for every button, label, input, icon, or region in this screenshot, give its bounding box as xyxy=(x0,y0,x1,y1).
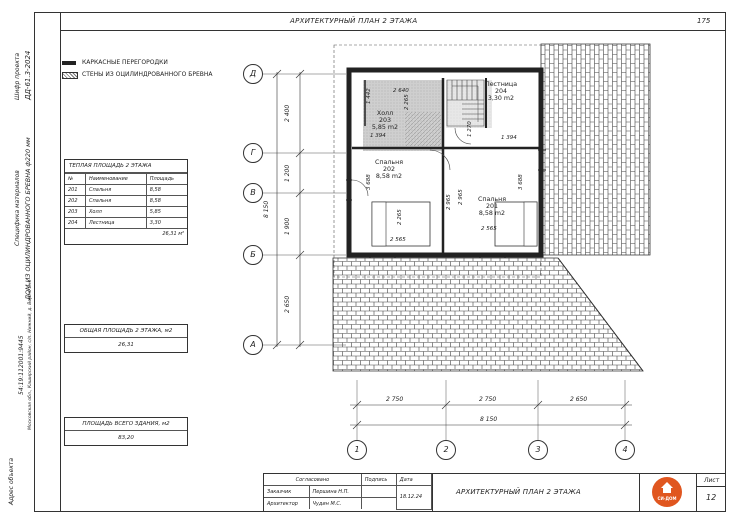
date-label: Дата xyxy=(396,474,431,486)
table-total: 26,31 м² xyxy=(162,231,184,237)
address-code: 54:19:112001:9445 xyxy=(18,335,25,395)
dim-inner: 2 965 xyxy=(446,194,452,210)
axis-row-b: Б xyxy=(243,245,263,265)
table-cell: 201 xyxy=(65,185,86,196)
axis-col-4: 4 xyxy=(615,440,635,460)
project-name: ДОМ ИЗ ОЦИЛИНДРОВАННОГО БРЕВНА ф220 мм xyxy=(24,137,32,300)
total-floor-title: ОБЩАЯ ПЛОЩАДЬ 2 ЭТАЖА, м2 xyxy=(65,325,187,338)
room-area: 8,58 m2 xyxy=(478,210,506,217)
address-label: Адрес объекта xyxy=(8,457,15,505)
dim-bottom-1: 2 750 xyxy=(386,396,404,403)
logo-text: СИ-ДОМ xyxy=(657,496,677,501)
axis-row-d: Д xyxy=(243,64,263,84)
project-code: ДД-61.3-2024 xyxy=(24,50,32,100)
room-area: 3,30 m2 xyxy=(487,95,515,102)
dim-bottom-3: 2 650 xyxy=(570,396,588,403)
dim-bottom-2: 2 750 xyxy=(479,396,497,403)
dim-inner: 3 688 xyxy=(518,174,524,190)
table-cell: 3,30 xyxy=(146,218,187,229)
customer-label: Специфика материалов xyxy=(14,170,21,246)
room-number: 201 xyxy=(485,203,499,210)
table-cell: Спальня xyxy=(86,196,147,207)
table-cell: 8,58 xyxy=(146,196,187,207)
dim-inner: 3 688 xyxy=(366,174,372,190)
room-number: 202 xyxy=(382,166,396,173)
dim-left-2: 1 200 xyxy=(284,164,291,182)
dim-inner: 2 265 xyxy=(404,94,410,110)
room-name: Спальня xyxy=(374,159,403,166)
dim-left-3: 1 900 xyxy=(284,217,291,235)
customer-role: Заказчик xyxy=(264,486,309,498)
axis-col-2: 2 xyxy=(436,440,456,460)
roof-slope-bottom xyxy=(333,258,643,371)
room-201-bedroom xyxy=(462,196,522,217)
stamp-date: 18.12.24 xyxy=(396,486,431,510)
area-table-title: ТЕПЛАЯ ПЛОЩАДЬ 2 ЭТАЖА xyxy=(65,160,187,173)
axis-col-3: 3 xyxy=(528,440,548,460)
dim-bottom-total: 8 150 xyxy=(480,416,498,423)
sign-label: Подпись xyxy=(361,474,396,486)
table-header: Наименование xyxy=(86,174,147,185)
room-area: 8,58 m2 xyxy=(375,173,403,180)
room-name: Спальня xyxy=(477,196,506,203)
dim-left-total: 8 150 xyxy=(263,200,270,218)
table-header: № xyxy=(65,174,86,185)
dim-left-4: 2 650 xyxy=(284,295,291,313)
roof-slope-right xyxy=(541,44,650,255)
table-cell: 204 xyxy=(65,218,86,229)
room-202-bedroom xyxy=(358,159,420,180)
architect-name: Чудин М.С. xyxy=(309,498,361,510)
dim-inner: 2 565 xyxy=(390,237,406,243)
dim-inner: 1 442 xyxy=(366,88,372,104)
total-floor-value: 26,31 xyxy=(118,342,134,348)
axis-row-a: А xyxy=(243,335,263,355)
room-name: Холл xyxy=(376,110,394,117)
legend-label-partition: КАРКАСНЫЕ ПЕРЕГОРОДКИ xyxy=(82,59,168,66)
dim-inner: 1 394 xyxy=(501,135,517,141)
dim-inner: 2 565 xyxy=(481,226,497,232)
table-cell: 203 xyxy=(65,207,86,218)
company-logo xyxy=(652,477,682,507)
agreed-label: Согласовано xyxy=(264,474,361,486)
room-number: 204 xyxy=(494,88,508,95)
axis-row-v: В xyxy=(243,183,263,203)
room-204-staircase xyxy=(476,81,526,102)
table-cell: Спальня xyxy=(86,185,147,196)
room-number: 203 xyxy=(378,117,392,124)
page-title: АРХИТЕКТУРНЫЙ ПЛАН 2 ЭТАЖА xyxy=(290,17,418,25)
title-block xyxy=(263,473,726,512)
table-cell: Лестница xyxy=(86,218,147,229)
customer-name: Першина Н.П. xyxy=(309,486,361,498)
table-cell: 8,58 xyxy=(146,185,187,196)
page-number: 175 xyxy=(697,17,711,25)
room-203-hall xyxy=(360,110,410,131)
dim-left-1: 2 400 xyxy=(284,104,291,122)
total-building-title: ПЛОЩАДЬ ВСЕГО ЗДАНИЯ, м2 xyxy=(65,418,187,431)
dim-inner: 2 640 xyxy=(393,88,409,94)
sheet-label: Лист xyxy=(704,477,720,484)
legend-label-log-wall: СТЕНЫ ИЗ ОЦИЛИНДРОВАННОГО БРЕВНА xyxy=(82,71,213,78)
project-code-label: Шифр проекта xyxy=(14,52,21,100)
dim-inner: 2 965 xyxy=(458,189,464,205)
sheet-title: АРХИТЕКТУРНЫЙ ПЛАН 2 ЭТАЖА xyxy=(456,488,581,496)
axis-row-g: Г xyxy=(243,143,263,163)
sheet-number: 12 xyxy=(706,493,717,502)
table-cell: 202 xyxy=(65,196,86,207)
total-building-value: 83,20 xyxy=(118,435,134,441)
architect-role: Архитектор xyxy=(264,498,309,510)
dim-inner: 1 394 xyxy=(370,133,386,139)
room-area: 5,85 m2 xyxy=(371,124,399,131)
table-cell: Холл xyxy=(86,207,147,218)
address-note: Московская обл., Каширский район, с/п. Нижний, д. Вертягино xyxy=(28,279,33,430)
room-name: Лестница xyxy=(484,81,518,88)
axis-col-1: 1 xyxy=(347,440,367,460)
table-cell: 5,85 xyxy=(146,207,187,218)
table-header: Площадь xyxy=(146,174,187,185)
dim-inner: 2 265 xyxy=(397,209,403,225)
dim-inner: 1 270 xyxy=(467,121,473,137)
